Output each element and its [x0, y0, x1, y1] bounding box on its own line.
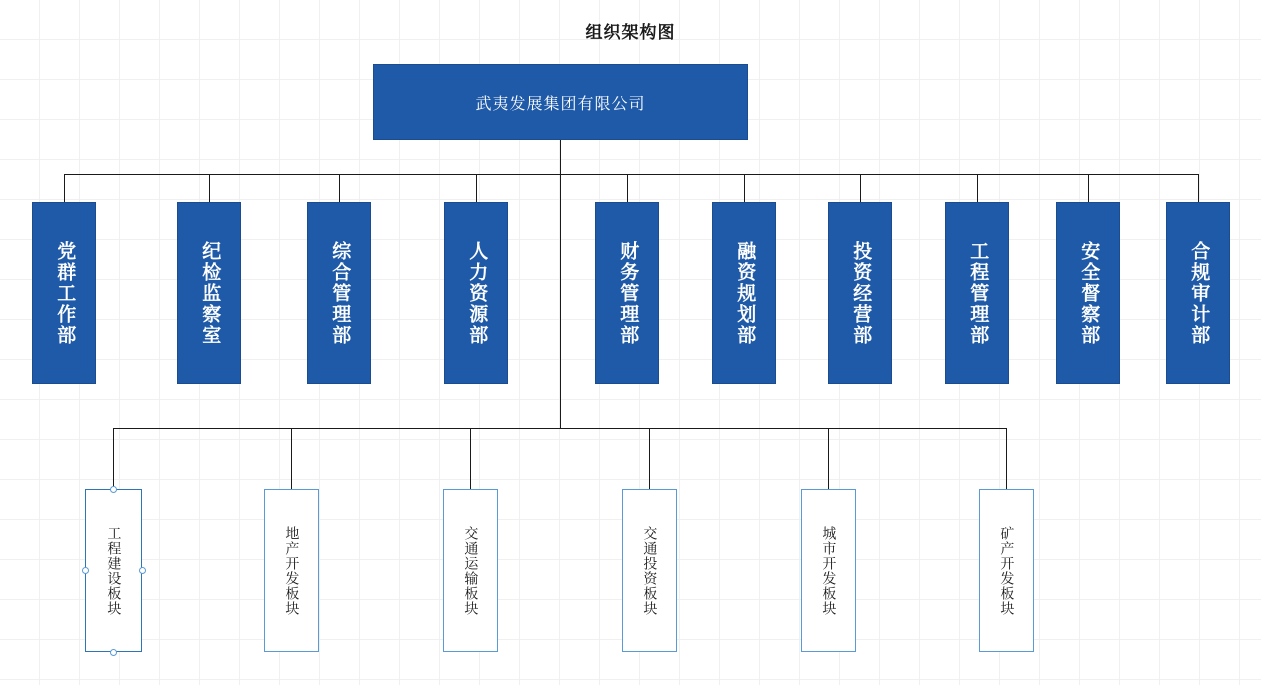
selection-handle-left[interactable] [82, 567, 89, 574]
connector-dept-9 [1088, 174, 1089, 202]
sector-node-2[interactable] [264, 489, 319, 652]
department-label-8: 工程管理部 [967, 240, 989, 346]
connector-dept-6 [744, 174, 745, 202]
department-node-2[interactable] [177, 202, 241, 384]
department-node-6[interactable] [712, 202, 776, 384]
sector-node-3[interactable] [443, 489, 498, 652]
department-label-2: 纪检监察室 [199, 240, 221, 346]
connector-dept-7 [860, 174, 861, 202]
page-title: 组织架构图 [585, 23, 676, 42]
department-label-6: 融资规划部 [734, 240, 756, 346]
department-label-5: 财务管理部 [617, 240, 639, 346]
department-label-9: 安全督察部 [1078, 240, 1100, 346]
connector-department-bus [64, 174, 1199, 175]
sector-node-6[interactable] [979, 489, 1034, 652]
connector-root-trunk [560, 140, 561, 174]
department-node-3[interactable] [307, 202, 371, 384]
sector-label-5: 城市开发板块 [821, 525, 838, 616]
connector-sector-bus [113, 428, 1007, 429]
connector-dept-10 [1198, 174, 1199, 202]
connector-dept-2 [209, 174, 210, 202]
root-node-company[interactable] [373, 64, 748, 140]
connector-dept-5 [627, 174, 628, 202]
department-node-5[interactable] [595, 202, 659, 384]
department-label-10: 合规审计部 [1188, 240, 1210, 346]
connector-sector-5 [828, 428, 829, 489]
sector-label-4: 交通投资板块 [642, 525, 659, 616]
connector-sector-trunk [560, 174, 561, 428]
sector-label-3: 交通运输板块 [463, 525, 480, 616]
selection-handle-top[interactable] [110, 486, 117, 493]
sector-node-5[interactable] [801, 489, 856, 652]
department-label-3: 综合管理部 [329, 240, 351, 346]
selection-handle-bottom[interactable] [110, 649, 117, 656]
selection-handle-right[interactable] [139, 567, 146, 574]
department-node-1[interactable] [32, 202, 96, 384]
sector-label-2: 地产开发板块 [284, 525, 301, 616]
department-node-10[interactable] [1166, 202, 1230, 384]
connector-dept-8 [977, 174, 978, 202]
sector-node-1[interactable] [85, 489, 142, 652]
connector-sector-6 [1006, 428, 1007, 489]
connector-dept-4 [476, 174, 477, 202]
connector-sector-3 [470, 428, 471, 489]
root-node-label: 武夷发展集团有限公司 [475, 95, 646, 113]
sector-label-1: 工程建设板块 [106, 525, 123, 616]
connector-sector-4 [649, 428, 650, 489]
connector-dept-1 [64, 174, 65, 202]
department-label-1: 党群工作部 [54, 240, 76, 346]
department-node-4[interactable] [444, 202, 508, 384]
department-node-9[interactable] [1056, 202, 1120, 384]
department-node-7[interactable] [828, 202, 892, 384]
department-node-8[interactable] [945, 202, 1009, 384]
connector-dept-3 [339, 174, 340, 202]
department-label-7: 投资经营部 [850, 240, 872, 346]
sector-label-6: 矿产开发板块 [999, 525, 1016, 616]
department-label-4: 人力资源部 [466, 240, 488, 346]
connector-sector-2 [291, 428, 292, 489]
sector-node-4[interactable] [622, 489, 677, 652]
connector-sector-1 [113, 428, 114, 489]
